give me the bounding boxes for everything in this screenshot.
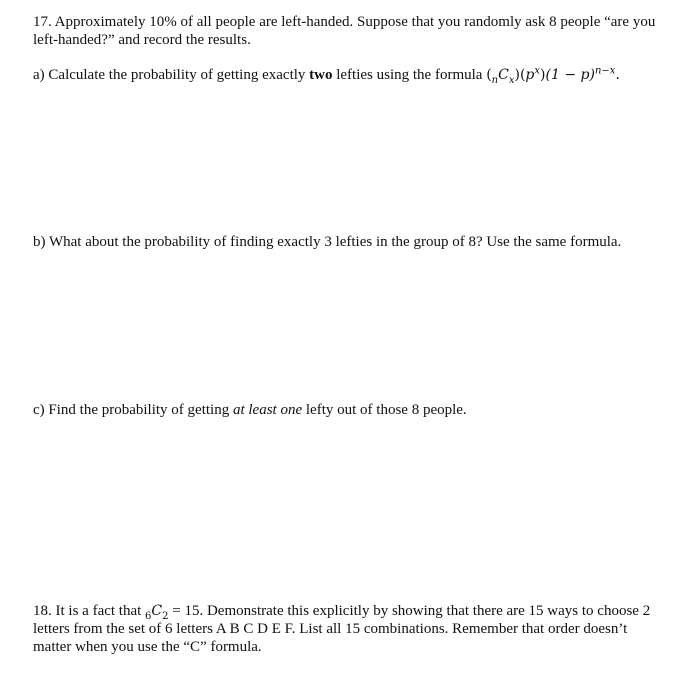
q18-text-post: = 15. Demonstrate this explicitly by showing that there are 15 ways to choose 2 letters from the set of 6 letters A B C D E F. List all 15 combinations. Remember that order doesn’t matter when you use the “C” formula. — [33, 603, 651, 655]
binomial-formula: $(_nC_x)(p^x)(1 - p)^{n-x}$. — [486, 65, 620, 86]
question-17b: b) What about the probability of finding exactly 3 lefties in the group of 8? Use the same formula. — [33, 234, 622, 250]
question-17a — [33, 66, 660, 84]
question-17-text: 17. Approximately 10% of all people are left-handed. Suppose that you randomly ask 8 people “are you left-handed?” and record the results. — [33, 14, 656, 48]
part-a-text-pre: a) Calculate the probability of getting exactly — [33, 67, 310, 83]
part-c-text-pre: c) Find the probability of getting — [33, 402, 233, 418]
part-a-text-post: lefties using the formula — [332, 67, 487, 83]
part-c-text-post: lefty out of those 8 people. — [302, 402, 467, 418]
part-c-italic-phrase: at least one — [232, 402, 303, 418]
q18-text-pre: 18. It is a fact that — [33, 603, 146, 619]
question-17c — [33, 401, 660, 419]
combination-notation: $_6C_2$ — [145, 603, 169, 622]
question-18 — [33, 602, 660, 656]
part-a-bold-word: two — [309, 67, 333, 83]
